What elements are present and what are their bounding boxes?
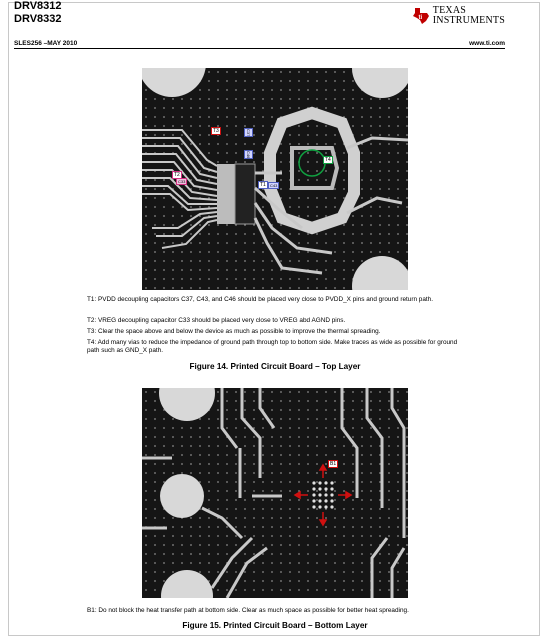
- note-t3: T3: Clear the space above and below the device as much as possible to improve the thermal spreading.: [87, 328, 381, 335]
- document-header-line: [14, 40, 505, 49]
- part-number-2: DRV8332: [14, 13, 62, 25]
- figure-14-caption: Figure 14. Printed Circuit Board – Top Layer: [189, 362, 361, 371]
- part-number-1: DRV8312: [14, 0, 62, 12]
- callout-t2: T2: [174, 172, 180, 178]
- callout-c37: C37: [246, 129, 251, 137]
- callout-c33: C33: [178, 179, 186, 184]
- note-t2: T2: VREG decoupling capacitor C33 should be placed very close to VREG abd AGND pins.: [87, 317, 346, 324]
- website-link[interactable]: www.ti.com: [469, 40, 505, 47]
- callout-t4: T4: [325, 157, 331, 163]
- note-t4: T4: Add many vias to reduce the impedance of ground path through top to bottom side. Make traces as wide as possible for ground path such as GND_X path.: [87, 339, 458, 354]
- callout-t1: T1: [260, 182, 266, 188]
- figure-15-caption: Figure 15. Printed Circuit Board – Bottom Layer: [182, 621, 368, 630]
- note-t1: T1: PVDD decoupling capacitors C37, C43, and C46 should be placed very close to PVDD_X pins and ground return path.: [87, 296, 434, 303]
- callout-t3: T3: [213, 128, 219, 134]
- part-numbers: [14, 0, 62, 26]
- pcb-bottom-layer-image: [142, 388, 408, 598]
- callout-b1: B1: [330, 461, 337, 467]
- ti-wordmark: TEXAS INSTRUMENTS: [432, 5, 505, 26]
- ti-logo: [412, 6, 505, 26]
- doc-id: SLES256 –MAY 2010: [14, 40, 78, 47]
- note-b1: B1: Do not block the heat transfer path at bottom side. Clear as much space as possible for better heat spreading.: [87, 607, 409, 614]
- callout-c46: C46: [246, 151, 251, 159]
- texas-state-icon: [412, 7, 430, 25]
- callout-c43: C43: [270, 183, 278, 188]
- svg-text:ti: ti: [418, 15, 422, 21]
